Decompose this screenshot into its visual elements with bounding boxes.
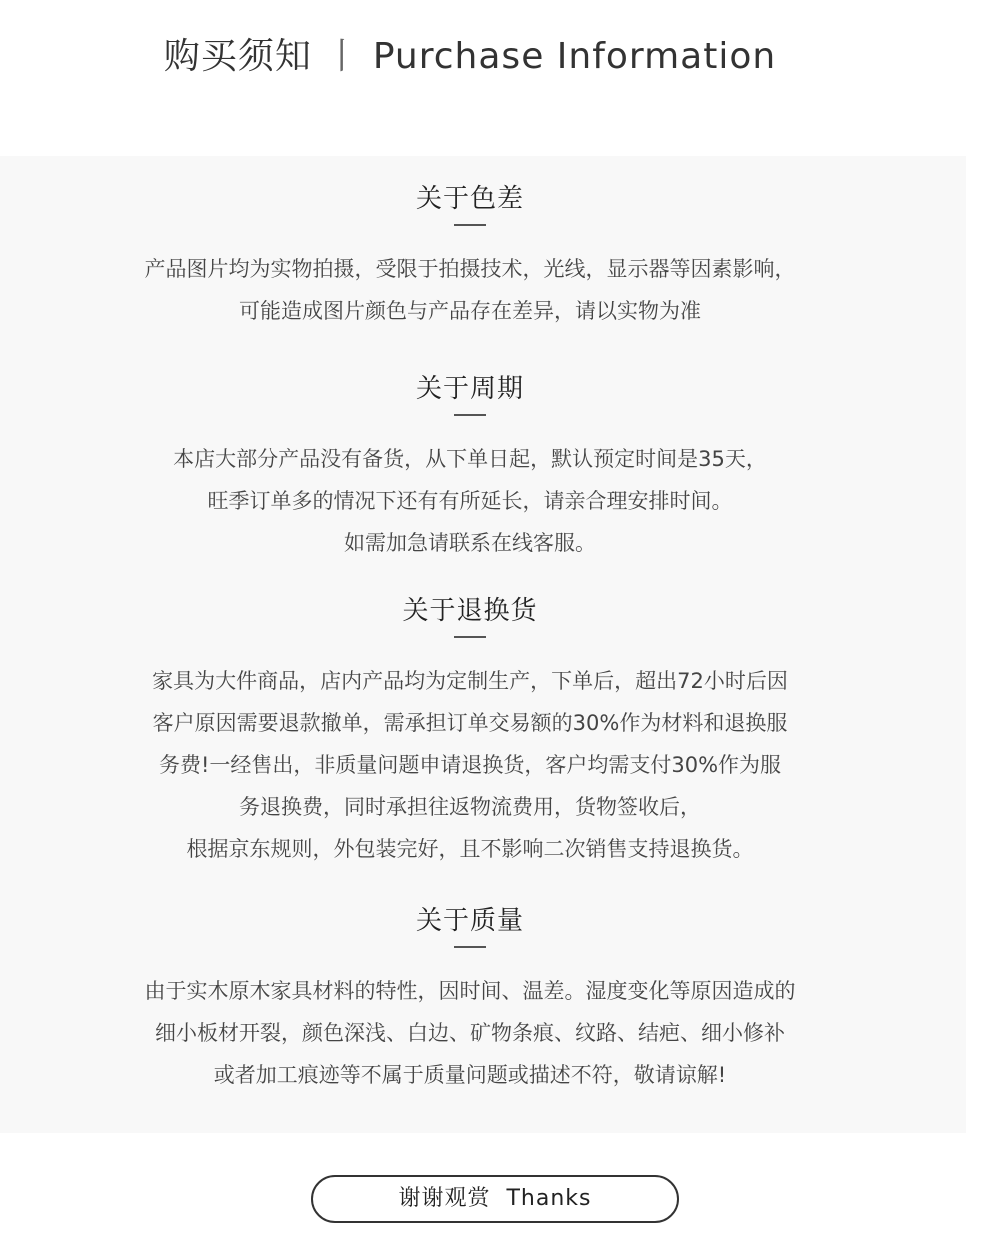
title-separator: 丨 [323,36,361,77]
section-color-difference [0,182,940,332]
section-title: 关于周期 [415,374,524,404]
section-title: 关于退换货 [402,596,538,626]
title-underline [454,224,486,226]
section-body [0,248,940,332]
body-line: 家具为大件商品，店内产品均为定制生产，下单后，超出72小时后因 [152,669,788,693]
body-line: 产品图片均为实物拍摄，受限于拍摄技术，光线，显示器等因素影响， [144,257,796,281]
section-body [0,660,940,870]
section-returns [0,594,940,870]
body-line: 旺季订单多的情况下还有有所延长，请亲合理安排时间。 [207,489,733,513]
body-line: 细小板材开裂，颜色深浅、白边、矿物条痕、纹路、结疤、细小修补 [155,1021,785,1045]
body-line: 务退换费，同时承担往返物流费用，货物签收后， [239,795,701,819]
body-line: 由于实木原木家具材料的特性，因时间、温差。湿度变化等原因造成的 [144,979,796,1003]
body-line: 客户原因需要退款撤单，需承担订单交易额的30%作为材料和退换服 [152,711,788,735]
title-underline [454,636,486,638]
section-title: 关于色差 [415,184,524,214]
title-underline [454,946,486,948]
page-title [0,28,940,79]
page-title-cn: 购买须知 [163,36,312,77]
body-line: 务费!一经售出，非质量问题申请退换货，客户均需支付30%作为服 [158,753,782,777]
section-title: 关于质量 [415,906,524,936]
section-body [0,438,940,564]
body-line: 根据京东规则，外包装完好，且不影响二次销售支持退换货。 [186,837,754,861]
title-underline [454,414,486,416]
body-line: 如需加急请联系在线客服。 [344,531,596,555]
body-line: 或者加工痕迹等不属于质量问题或描述不符，敬请谅解! [213,1063,727,1087]
thanks-button[interactable]: 谢谢观赏 Thanks [311,1175,679,1223]
body-line: 可能造成图片颜色与产品存在差异，请以实物为准 [239,299,701,323]
page-title-en: Purchase Information [372,36,777,77]
body-line: 本店大部分产品没有备货，从下单日起，默认预定时间是35天， [173,447,767,471]
section-body [0,970,940,1096]
section-lead-time [0,372,940,564]
section-quality [0,904,940,1096]
